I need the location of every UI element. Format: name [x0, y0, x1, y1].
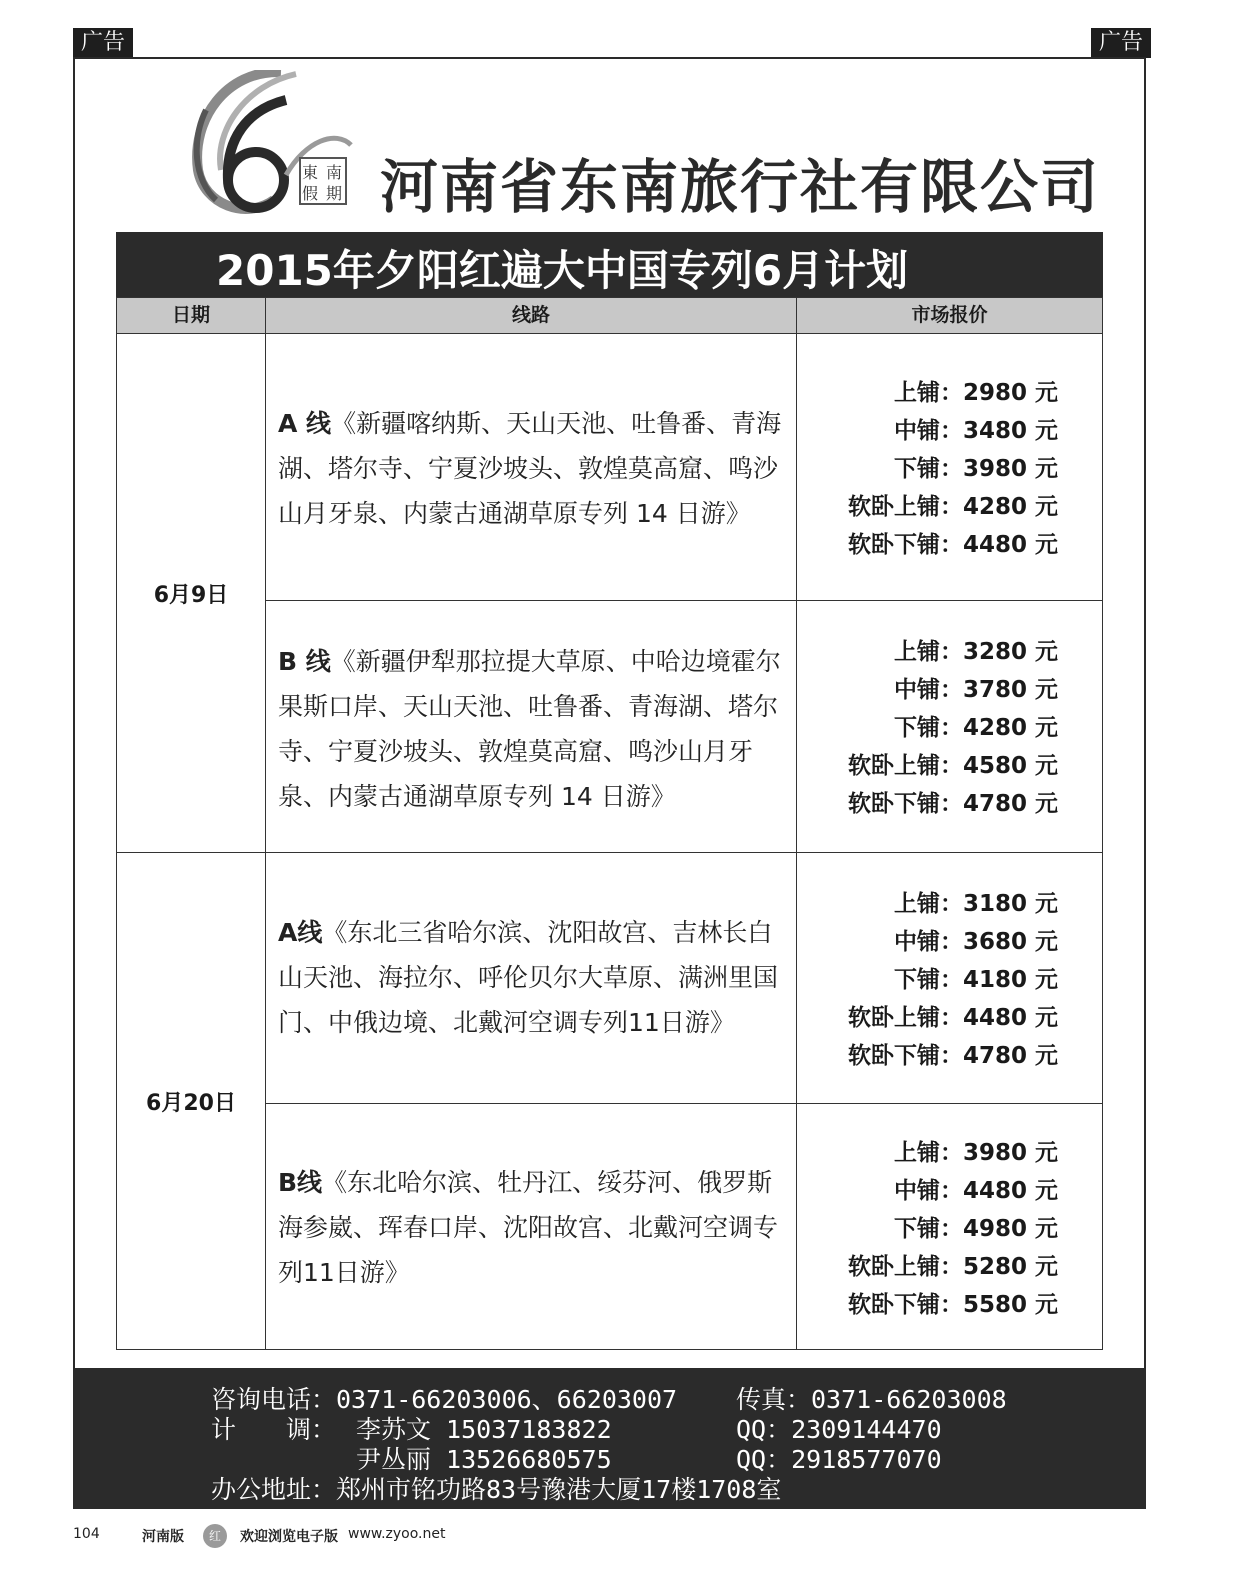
route-description — [266, 910, 796, 1045]
route-tag: A 线 — [278, 409, 332, 438]
logo-seal-char-4: 期 — [325, 184, 343, 203]
date-cell — [116, 852, 266, 1350]
price-cell — [796, 852, 1103, 1104]
qq-2: QQ：2918577070 — [736, 1445, 942, 1474]
price-soft-lower: 软卧下铺：4780 元 — [847, 791, 1058, 817]
header-date: 日期 — [116, 297, 266, 334]
date-label: 6月9日 — [153, 582, 229, 608]
price-soft-upper: 软卧上铺：4580 元 — [847, 753, 1058, 779]
page-number: 104 — [73, 1526, 100, 1542]
route-cell — [265, 600, 797, 853]
price-upper-berth: 上铺：3180 元 — [893, 891, 1058, 917]
logo-seal-char-3: 假 — [301, 184, 319, 203]
phone-line: 咨询电话：0371-66203006、66203007 — [211, 1385, 678, 1414]
office-address: 办公地址：郑州市铭功路83号豫港大厦17楼1708室 — [211, 1475, 782, 1504]
site-url[interactable]: www.zyoo.net — [348, 1526, 446, 1542]
price-soft-upper: 软卧上铺：4480 元 — [847, 1005, 1058, 1031]
price-middle-berth: 中铺：3680 元 — [893, 929, 1058, 955]
price-soft-upper: 软卧上铺：5280 元 — [847, 1254, 1058, 1280]
price-middle-berth: 中铺：3780 元 — [893, 677, 1058, 703]
planner-2: 尹丛丽 13526680575 — [356, 1445, 612, 1474]
route-tag: A线 — [278, 918, 323, 947]
date-cell — [116, 333, 266, 853]
route-description — [266, 639, 796, 819]
company-name: 河南省东南旅行社有限公司 — [380, 153, 1101, 221]
title-bar — [116, 232, 1103, 298]
planner-label: 计 调： — [211, 1415, 337, 1444]
price-soft-upper: 软卧上铺：4280 元 — [847, 494, 1058, 520]
header-price: 市场报价 — [796, 297, 1103, 334]
logo-seal-char-1: 東 — [301, 163, 319, 182]
route-cell — [265, 333, 797, 601]
route-cell — [265, 1103, 797, 1350]
company-logo — [186, 70, 356, 220]
price-upper-berth: 上铺：3980 元 — [893, 1140, 1058, 1166]
ad-label-left: 广告 — [73, 28, 133, 58]
price-lower-berth: 下铺：4180 元 — [893, 967, 1058, 993]
price-middle-berth: 中铺：4480 元 — [893, 1178, 1058, 1204]
price-soft-lower: 软卧下铺：4780 元 — [847, 1043, 1058, 1069]
route-text: 《东北三省哈尔滨、沈阳故宫、吉林长白山天池、海拉尔、呼伦贝尔大草原、满洲里国门、中俄边境、北戴河空调专列11日游》 — [278, 918, 779, 1037]
logo-seal-char-2: 南 — [325, 163, 343, 182]
route-description — [266, 1160, 796, 1295]
route-description — [266, 401, 796, 536]
price-middle-berth: 中铺：3480 元 — [893, 418, 1058, 444]
page-title: 2015年夕阳红遍大中国专列6月计划 — [216, 246, 909, 295]
price-cell — [796, 333, 1103, 601]
schedule-table — [116, 297, 1103, 1350]
price-cell — [796, 1103, 1103, 1350]
planner-1: 李苏文 15037183822 — [356, 1415, 612, 1444]
price-upper-berth: 上铺：3280 元 — [893, 639, 1058, 665]
price-soft-lower: 软卧下铺：4480 元 — [847, 532, 1058, 558]
price-lower-berth: 下铺：3980 元 — [893, 456, 1058, 482]
price-soft-lower: 软卧下铺：5580 元 — [847, 1292, 1058, 1318]
route-tag: B 线 — [278, 647, 331, 676]
date-label: 6月20日 — [146, 1090, 236, 1116]
ad-label-right: 广告 — [1091, 28, 1151, 58]
contact-footer — [73, 1368, 1146, 1509]
header-route: 线路 — [265, 297, 797, 334]
route-text: 《新疆伊犁那拉提大草原、中哈边境霍尔果斯口岸、天山天池、吐鲁番、青海湖、塔尔寺、宁夏沙坡头、敦煌莫高窟、鸣沙山月牙泉、内蒙古通湖草原专列 14 日游》 — [278, 647, 781, 811]
price-lower-berth: 下铺：4980 元 — [893, 1216, 1058, 1242]
price-cell — [796, 600, 1103, 853]
edition-stamp-icon: 红 — [203, 1524, 227, 1548]
route-text: 《东北哈尔滨、牡丹江、绥芬河、俄罗斯海参崴、珲春口岸、沈阳故宫、北戴河空调专列11日游》 — [278, 1168, 779, 1287]
qq-1: QQ：2309144470 — [736, 1415, 942, 1444]
fax-line: 传真：0371-66203008 — [736, 1385, 1007, 1414]
price-lower-berth: 下铺：4280 元 — [893, 715, 1058, 741]
route-text: 《新疆喀纳斯、天山天池、吐鲁番、青海湖、塔尔寺、宁夏沙坡头、敦煌莫高窟、鸣沙山月牙泉、内蒙古通湖草原专列 14 日游》 — [278, 409, 782, 528]
route-cell — [265, 852, 797, 1104]
welcome-text: 欢迎浏览电子版 — [240, 1529, 338, 1545]
edition-label: 河南版 — [142, 1529, 184, 1545]
price-upper-berth: 上铺：2980 元 — [893, 380, 1058, 406]
route-tag: B线 — [278, 1168, 323, 1197]
